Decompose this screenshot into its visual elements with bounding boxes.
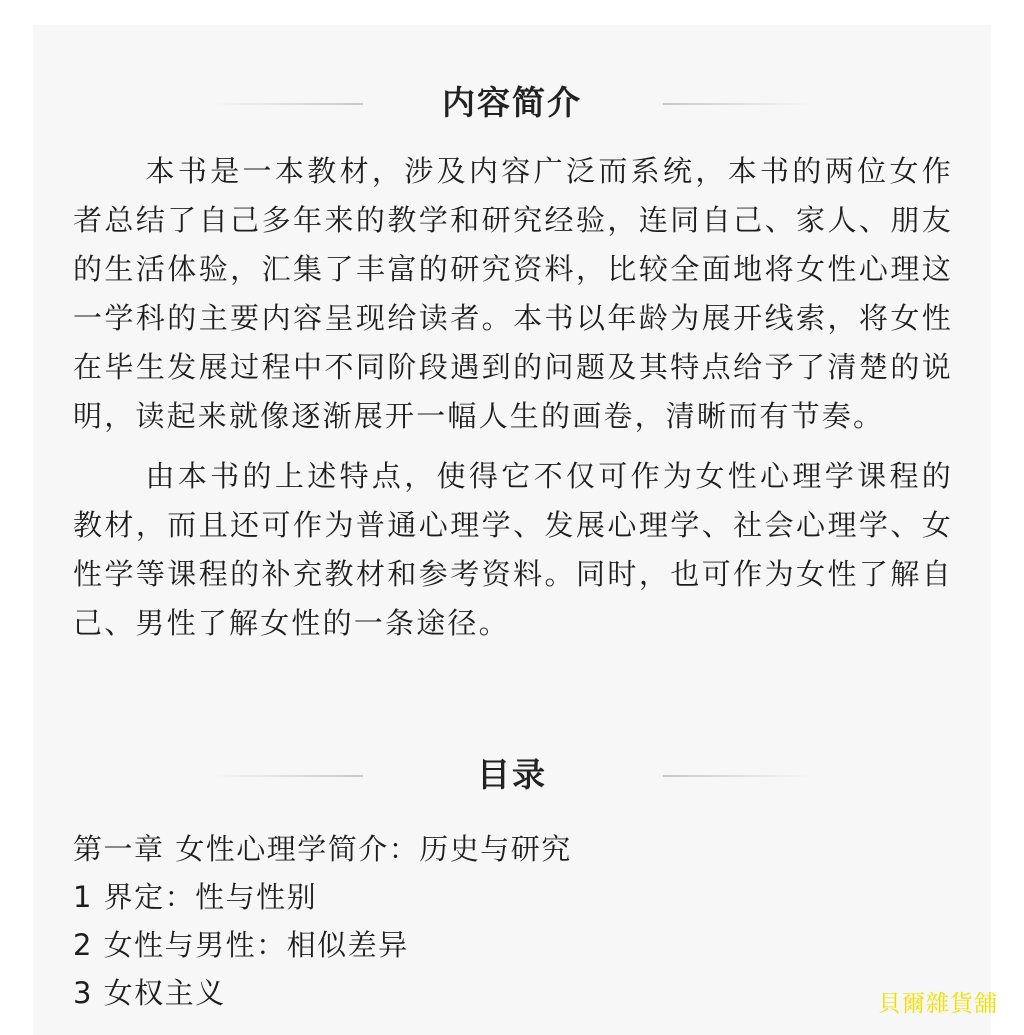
toc-item: 1 界定：性与性别 [73, 880, 318, 914]
toc-item: 2 女性与男性：相似差异 [73, 928, 409, 962]
toc-item: 3 女权主义 [73, 976, 226, 1010]
shop-watermark: 貝爾雜貨舖 [878, 991, 998, 1017]
table-of-contents [73, 825, 953, 1017]
intro-body [73, 147, 953, 659]
toc-section-title: 目录 [477, 755, 547, 794]
divider-line-right [663, 775, 813, 777]
divider-line-right [663, 103, 813, 105]
intro-paragraph-1: 本书是一本教材，涉及内容广泛而系统，本书的两位女作者总结了自己多年来的教学和研究经验，连同自己、家人、朋友的生活体验，汇集了丰富的研究资料，比较全面地将女性心理这一学科的主要内容呈现给读者。本书以年龄为展开线索，将女性在毕生发展过程中不同阶段遇到的问题及其特点给予了清楚的说明，读起来就像逐渐展开一幅人生的画卷，清晰而有节奏。 [73, 154, 953, 433]
toc-section-header [33, 745, 991, 805]
intro-section-title: 内容简介 [442, 83, 582, 122]
intro-paragraph-2: 由本书的上述特点，使得它不仅可作为女性心理学课程的教材，而且还可作为普通心理学、发展心理学、社会心理学、女性学等课程的补充教材和参考资料。同时，也可作为女性了解自己、男性了解女性的一条途径。 [73, 459, 953, 640]
toc-item: 第一章 女性心理学简介：历史与研究 [73, 832, 572, 866]
document-page [33, 25, 991, 1035]
intro-section-header [33, 73, 991, 133]
